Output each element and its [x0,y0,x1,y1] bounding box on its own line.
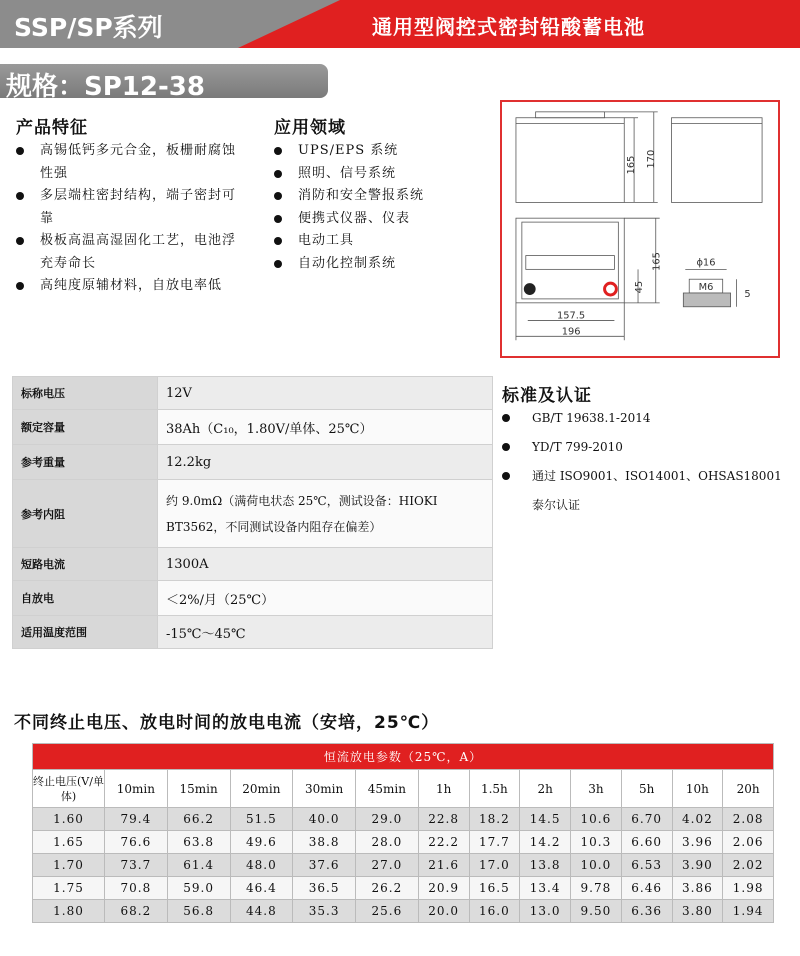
standard-item: GB/T 19638.1-2014 [502,404,797,433]
current-cell: 10.0 [571,854,622,877]
spec-value: 12V [158,377,493,410]
standards-title: 标准及认证 [502,386,592,406]
table-row [33,900,774,923]
dim-top-h: 165 [651,252,663,271]
table-row [33,877,774,900]
table-row [33,854,774,877]
current-cell: 35.3 [293,900,356,923]
standards-list [502,404,797,520]
spec-row [13,410,493,445]
current-cell: 73.7 [105,854,168,877]
dim-terminal-h: 5 [744,288,751,300]
discharge-body [33,808,774,923]
duration-header: 2h [520,770,571,808]
spec-label: 参考重量 [13,445,158,480]
spec-row [13,377,493,410]
current-cell: 10.3 [571,831,622,854]
duration-header: 15min [167,770,230,808]
current-cell: 3.96 [672,831,723,854]
current-cell: 40.0 [293,808,356,831]
spec-label: 标称电压 [13,377,158,410]
current-cell: 9.50 [571,900,622,923]
duration-header: 1h [418,770,469,808]
duration-header: 30min [293,770,356,808]
end-voltage-cell: 1.60 [33,808,105,831]
current-cell: 3.90 [672,854,723,877]
duration-header: 10min [105,770,168,808]
current-cell: 22.8 [418,808,469,831]
current-cell: 9.78 [571,877,622,900]
current-cell: 46.4 [230,877,293,900]
current-cell: 37.6 [293,854,356,877]
dim-side-h2: 170 [645,149,657,169]
duration-header: 20h [723,770,774,808]
spec-row [13,548,493,581]
current-cell: 2.02 [723,854,774,877]
current-cell: 38.8 [293,831,356,854]
current-cell: 16.0 [469,900,520,923]
spec-value: 约 9.0mΩ（满荷电状态 25℃，测试设备：HIOKI BT3562，不同测试设备内阻存在偏差） [158,480,493,548]
current-cell: 21.6 [418,854,469,877]
current-cell: 3.80 [672,900,723,923]
current-cell: 59.0 [167,877,230,900]
discharge-header-row [33,770,774,808]
standard-item: 通过 ISO9001、ISO14001、OHSAS18001 泰尔认证 [502,462,797,520]
features-title: 产品特征 [16,118,88,138]
spec-value: ＜2%/月（25℃） [158,581,493,616]
current-cell: 22.2 [418,831,469,854]
dimension-drawing [500,100,780,358]
end-voltage-cell: 1.75 [33,877,105,900]
current-cell: 13.4 [520,877,571,900]
spec-value: 38Ah（C₁₀，1.80V/单体、25℃） [158,410,493,445]
current-cell: 20.0 [418,900,469,923]
application-item: 消防和安全警报系统 [272,185,492,208]
current-cell: 2.06 [723,831,774,854]
dim-side-h1: 165 [626,155,638,175]
dim-terminal-m: M6 [698,282,714,294]
spec-row [13,581,493,616]
current-cell: 49.6 [230,831,293,854]
current-cell: 6.36 [621,900,672,923]
current-cell: 27.0 [356,854,419,877]
current-cell: 4.02 [672,808,723,831]
duration-header: 10h [672,770,723,808]
duration-header: 45min [356,770,419,808]
application-item: 便携式仪器、仪表 [272,208,492,231]
application-item: 电动工具 [272,230,492,253]
current-cell: 6.70 [621,808,672,831]
current-cell: 56.8 [167,900,230,923]
table-row [33,808,774,831]
current-cell: 13.8 [520,854,571,877]
current-cell: 17.0 [469,854,520,877]
spec-label: 短路电流 [13,548,158,581]
spec-label: 参考内阻 [13,480,158,548]
current-cell: 66.2 [167,808,230,831]
current-cell: 6.53 [621,854,672,877]
current-cell: 63.8 [167,831,230,854]
feature-item: 高纯度原辅材料，自放电率低 [14,275,244,298]
current-cell: 25.6 [356,900,419,923]
model-bar [0,64,328,102]
current-cell: 20.9 [418,877,469,900]
spec-label: 额定容量 [13,410,158,445]
current-cell: 76.6 [105,831,168,854]
current-cell: 1.94 [723,900,774,923]
discharge-table [32,743,774,923]
spec-label: 适用温度范围 [13,616,158,649]
applications-title: 应用领域 [274,118,346,138]
current-cell: 70.8 [105,877,168,900]
current-cell: 17.7 [469,831,520,854]
series-title: SSP/SP系列 [14,13,163,42]
product-subtitle: 通用型阀控式密封铅酸蓄电池 [372,15,645,39]
current-cell: 3.86 [672,877,723,900]
spec-row [13,480,493,548]
spec-value: 12.2kg [158,445,493,480]
current-cell: 28.0 [356,831,419,854]
application-item: 自动化控制系统 [272,253,492,276]
current-cell: 14.5 [520,808,571,831]
spec-label: 自放电 [13,581,158,616]
current-cell: 13.0 [520,900,571,923]
current-cell: 29.0 [356,808,419,831]
current-cell: 16.5 [469,877,520,900]
table-row [33,831,774,854]
end-voltage-cell: 1.70 [33,854,105,877]
application-item: 照明、信号系统 [272,163,492,186]
current-cell: 26.2 [356,877,419,900]
dim-terminal-d: ϕ16 [696,257,716,269]
end-voltage-cell: 1.80 [33,900,105,923]
dim-w2: 196 [561,326,581,338]
duration-header: 5h [621,770,672,808]
current-cell: 1.98 [723,877,774,900]
current-cell: 2.08 [723,808,774,831]
application-item: UPS/EPS 系统 [272,140,492,163]
feature-item: 高锡低钙多元合金，板栅耐腐蚀性强 [14,140,244,185]
current-cell: 6.60 [621,831,672,854]
current-cell: 79.4 [105,808,168,831]
spec-row [13,445,493,480]
feature-item: 多层端柱密封结构，端子密封可靠 [14,185,244,230]
spec-row [13,616,493,649]
current-cell: 44.8 [230,900,293,923]
feature-item: 极板高温高湿固化工艺，电池浮充寿命长 [14,230,244,275]
end-voltage-cell: 1.65 [33,831,105,854]
current-cell: 68.2 [105,900,168,923]
current-cell: 6.46 [621,877,672,900]
current-cell: 14.2 [520,831,571,854]
dim-w1: 157.5 [557,310,586,322]
features-list [14,140,244,298]
battery-drawing-svg [502,102,778,356]
current-cell: 61.4 [167,854,230,877]
model-title: 规格：SP12-38 [6,72,205,102]
positive-terminal-icon [605,283,617,295]
negative-terminal-icon [524,283,536,295]
duration-header: 20min [230,770,293,808]
current-cell: 10.6 [571,808,622,831]
spec-value: 1300A [158,548,493,581]
discharge-caption: 恒流放电参数（25℃，A） [33,744,774,770]
standard-item: YD/T 799-2010 [502,433,797,462]
duration-header: 1.5h [469,770,520,808]
duration-header: 3h [571,770,622,808]
dim-top-h2: 45 [633,280,645,294]
current-cell: 36.5 [293,877,356,900]
end-voltage-header: 终止电压(V/单体) [33,770,105,808]
discharge-title: 不同终止电压、放电时间的放电电流（安培，25℃） [14,713,440,733]
spec-value: -15℃～45℃ [158,616,493,649]
current-cell: 48.0 [230,854,293,877]
current-cell: 18.2 [469,808,520,831]
applications-list [272,140,492,275]
current-cell: 51.5 [230,808,293,831]
spec-table [12,376,493,649]
